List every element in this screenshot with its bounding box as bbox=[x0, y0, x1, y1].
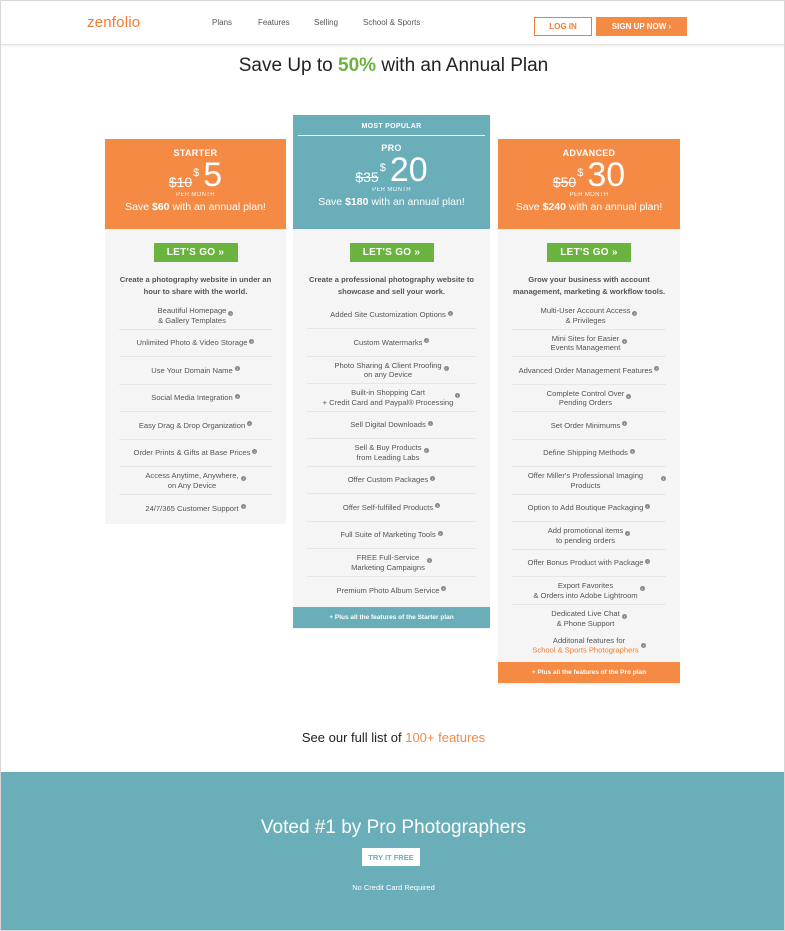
feature-text: Add promotional items to pending orders bbox=[547, 526, 624, 545]
feature-text: Mini Sites for Easier Events Management bbox=[550, 333, 621, 352]
plan-card-starter bbox=[105, 139, 286, 524]
feature-item bbox=[307, 494, 476, 522]
plan-card-pro bbox=[293, 115, 490, 629]
info-icon[interactable]: i bbox=[441, 586, 446, 591]
starter-tier: STARTER bbox=[173, 148, 218, 158]
feature-item bbox=[512, 302, 666, 330]
feature-item bbox=[307, 329, 476, 357]
info-icon[interactable]: i bbox=[626, 394, 631, 399]
school-sports-photographers-link[interactable]: School & Sports Photographers bbox=[532, 645, 639, 655]
feature-item bbox=[307, 439, 476, 467]
feature-text: Set Order Minimums bbox=[550, 420, 621, 430]
info-icon[interactable]: i bbox=[661, 476, 666, 481]
full-features-link[interactable]: 100+ features bbox=[405, 730, 486, 745]
feature-item bbox=[119, 495, 272, 522]
feature-text: Offer Self-fulfilled Products bbox=[342, 502, 434, 512]
feature-item bbox=[307, 577, 476, 604]
login-button[interactable]: LOG IN bbox=[534, 17, 592, 36]
info-icon[interactable]: i bbox=[438, 531, 443, 536]
feature-item bbox=[307, 384, 476, 412]
feature-text: FREE Full-Service Marketing Campaigns bbox=[351, 553, 425, 572]
feature-item bbox=[307, 467, 476, 494]
feature-text: Full Suite of Marketing Tools bbox=[340, 530, 436, 540]
pro-plus-bar: + Plus all the features of the Starter plan bbox=[293, 607, 490, 628]
feature-text: Export Favorites & Orders into Adobe Lightroom bbox=[533, 581, 638, 600]
feature-item bbox=[307, 357, 476, 384]
info-icon[interactable]: i bbox=[424, 338, 429, 343]
pro-feature-list bbox=[293, 302, 490, 604]
starter-per-month: PER MONTH bbox=[176, 192, 215, 198]
info-icon[interactable]: i bbox=[435, 503, 440, 508]
pro-save bbox=[293, 196, 490, 208]
nav-school-sports[interactable]: School & Sports bbox=[363, 18, 421, 27]
zenfolio-logo[interactable]: zenfolio bbox=[87, 14, 141, 31]
feature-text: Beautiful Homepage & Gallery Templates bbox=[157, 306, 227, 325]
starter-body bbox=[105, 229, 286, 522]
feature-item bbox=[512, 440, 666, 467]
advanced-lets-go-button[interactable]: LET'S GO » bbox=[547, 243, 631, 262]
feature-item bbox=[119, 440, 272, 467]
advanced-intro: Grow your business with account management, marketing & workflow tools. bbox=[512, 275, 666, 296]
info-icon[interactable]: i bbox=[427, 558, 432, 563]
starter-price bbox=[105, 158, 286, 192]
feature-text: Added Site Customization Options bbox=[330, 310, 446, 320]
headline-highlight: 50% bbox=[338, 55, 377, 76]
starter-save-amount: $60 bbox=[152, 201, 170, 213]
info-icon[interactable]: i bbox=[641, 643, 646, 648]
footer-cta-section bbox=[1, 772, 785, 931]
info-icon[interactable]: i bbox=[455, 393, 460, 398]
advanced-currency: $ bbox=[577, 167, 584, 179]
info-icon[interactable]: i bbox=[444, 366, 449, 371]
advanced-save bbox=[498, 201, 680, 213]
feature-text: Offer Miller's Professional Imaging Products bbox=[527, 471, 644, 490]
starter-feature-list bbox=[105, 302, 286, 522]
starter-old-price: $10 bbox=[168, 174, 193, 190]
feature-item bbox=[512, 412, 666, 440]
info-icon[interactable]: i bbox=[241, 504, 246, 509]
info-icon[interactable]: i bbox=[632, 311, 637, 316]
feature-item bbox=[119, 302, 272, 330]
feature-item bbox=[307, 549, 476, 577]
info-icon[interactable]: i bbox=[249, 339, 254, 344]
starter-price-value: 5 bbox=[203, 156, 223, 194]
feature-item bbox=[119, 385, 272, 412]
feature-item bbox=[119, 467, 272, 495]
feature-text: Define Shipping Methods bbox=[543, 448, 628, 458]
pro-save-amount: $180 bbox=[345, 196, 369, 208]
nav-features[interactable]: Features bbox=[258, 18, 290, 27]
advanced-save-amount: $240 bbox=[542, 201, 566, 213]
feature-text: Photo Sharing & Client Proofing on any Device bbox=[334, 360, 442, 379]
feature-text: Unlimited Photo & Video Storage bbox=[136, 338, 248, 348]
feature-text: Easy Drag & Drop Organization bbox=[138, 420, 246, 430]
pro-header bbox=[293, 115, 490, 229]
page-headline bbox=[1, 55, 785, 77]
feature-item bbox=[512, 467, 666, 495]
feature-item bbox=[307, 302, 476, 329]
plan-card-advanced bbox=[498, 139, 680, 685]
advanced-price bbox=[498, 158, 680, 192]
signup-button[interactable]: SIGN UP NOW › bbox=[596, 17, 687, 36]
feature-item bbox=[512, 495, 666, 522]
info-icon[interactable]: i bbox=[235, 366, 240, 371]
info-icon[interactable]: i bbox=[622, 421, 627, 426]
feature-text: Use Your Domain Name bbox=[151, 365, 233, 375]
feature-text: 24/7/365 Customer Support bbox=[145, 503, 239, 513]
info-icon[interactable]: i bbox=[630, 449, 635, 454]
pro-lets-go-button[interactable]: LET'S GO » bbox=[350, 243, 434, 262]
starter-intro: Create a photography website in under an hour to share with the world. bbox=[119, 275, 272, 296]
feature-text: Complete Control Over Pending Orders bbox=[546, 388, 625, 407]
feature-item bbox=[512, 550, 666, 577]
feature-text: Order Prints & Gifts at Base Prices bbox=[133, 448, 251, 458]
starter-currency: $ bbox=[193, 167, 200, 179]
feature-text: Social Media Integration bbox=[151, 393, 233, 403]
feature-school-sports bbox=[512, 632, 666, 659]
info-icon[interactable]: i bbox=[228, 311, 233, 316]
headline-post: with an Annual Plan bbox=[376, 55, 549, 76]
most-popular-badge: MOST POPULAR bbox=[298, 115, 485, 136]
feature-text: Offer Bonus Product with Package bbox=[527, 558, 644, 568]
feature-text: Offer Custom Packages bbox=[347, 475, 429, 485]
nav-plans[interactable]: Plans bbox=[212, 18, 233, 27]
feature-text: Custom Watermarks bbox=[353, 337, 423, 347]
feature-item bbox=[512, 522, 666, 550]
starter-save-post: with an annual plan! bbox=[169, 201, 266, 213]
feature-item bbox=[512, 357, 666, 385]
pro-currency: $ bbox=[379, 162, 386, 174]
pro-body bbox=[293, 229, 490, 604]
advanced-save-pre: Save bbox=[515, 201, 543, 213]
info-icon[interactable]: i bbox=[424, 448, 429, 453]
info-icon[interactable]: i bbox=[247, 421, 252, 426]
feature-item bbox=[307, 412, 476, 439]
info-icon[interactable]: i bbox=[622, 339, 627, 344]
pro-intro: Create a professional photography website to showcase and sell your work. bbox=[309, 275, 474, 296]
feature-item bbox=[512, 577, 666, 605]
info-icon[interactable]: i bbox=[625, 531, 630, 536]
site-header bbox=[1, 1, 785, 45]
feature-text: Option to Add Boutique Packaging bbox=[527, 503, 644, 513]
feature-item bbox=[512, 385, 666, 412]
feature-item bbox=[512, 605, 666, 632]
info-icon[interactable]: i bbox=[448, 311, 453, 316]
info-icon[interactable]: i bbox=[640, 586, 645, 591]
full-features-line bbox=[1, 730, 785, 745]
advanced-body bbox=[498, 229, 680, 659]
feature-item bbox=[119, 412, 272, 440]
feature-text: Access Anytime, Anywhere, on Any Device bbox=[145, 471, 239, 490]
info-icon[interactable]: i bbox=[252, 449, 257, 454]
pro-price bbox=[293, 153, 490, 187]
feature-text: Multi-User Account Access & Privileges bbox=[540, 306, 631, 325]
starter-header bbox=[105, 139, 286, 229]
feature-text: Advanced Order Management Features bbox=[518, 365, 653, 375]
fulllist-pre: See our full list of bbox=[301, 730, 406, 745]
pro-tier: PRO bbox=[381, 143, 402, 153]
pro-save-pre: Save bbox=[318, 196, 346, 208]
feature-school-sports-line: Additonal features for bbox=[552, 635, 626, 645]
advanced-price-value: 30 bbox=[587, 156, 626, 194]
feature-item bbox=[119, 357, 272, 385]
footer-title: Voted #1 by Pro Photographers bbox=[260, 817, 527, 838]
advanced-save-post: with an annual plan! bbox=[565, 201, 663, 213]
pro-save-post: with an annual plan! bbox=[368, 196, 465, 208]
advanced-old-price: $50 bbox=[552, 174, 577, 190]
feature-text: Built-in Shopping Cart + Credit Card and Paypal® Processing bbox=[322, 388, 454, 407]
info-icon[interactable]: i bbox=[235, 394, 240, 399]
feature-text: Dedicated Live Chat & Phone Support bbox=[551, 609, 620, 628]
info-icon[interactable]: i bbox=[645, 559, 650, 564]
starter-save-pre: Save bbox=[125, 201, 152, 213]
feature-text: Sell & Buy Products from Leading Labs bbox=[354, 443, 422, 462]
feature-item bbox=[307, 522, 476, 549]
feature-text: Sell Digital Downloads bbox=[350, 420, 426, 430]
no-credit-card-note: No Credit Card Required bbox=[352, 883, 435, 892]
headline-pre: Save Up to bbox=[238, 55, 339, 76]
feature-item bbox=[512, 330, 666, 357]
pro-price-value: 20 bbox=[389, 151, 428, 189]
starter-save bbox=[105, 201, 286, 213]
advanced-feature-list bbox=[498, 302, 680, 632]
feature-item bbox=[119, 330, 272, 357]
info-icon[interactable]: i bbox=[654, 366, 659, 371]
info-icon[interactable]: i bbox=[645, 504, 650, 509]
info-icon[interactable]: i bbox=[430, 476, 435, 481]
advanced-plus-bar: + Plus all the features of the Pro plan bbox=[498, 662, 680, 683]
try-it-free-button[interactable]: TRY IT FREE bbox=[362, 848, 420, 866]
starter-lets-go-button[interactable]: LET'S GO » bbox=[154, 243, 238, 262]
info-icon[interactable]: i bbox=[428, 421, 433, 426]
feature-text: Premium Photo Album Service bbox=[336, 585, 440, 595]
advanced-per-month: PER MONTH bbox=[569, 192, 609, 198]
nav-selling[interactable]: Selling bbox=[314, 18, 339, 27]
pro-old-price: $35 bbox=[355, 169, 379, 185]
pro-per-month: PER MONTH bbox=[372, 187, 411, 193]
info-icon[interactable]: i bbox=[622, 614, 627, 619]
advanced-tier: ADVANCED bbox=[562, 148, 616, 158]
info-icon[interactable]: i bbox=[241, 476, 246, 481]
advanced-header bbox=[498, 139, 680, 229]
